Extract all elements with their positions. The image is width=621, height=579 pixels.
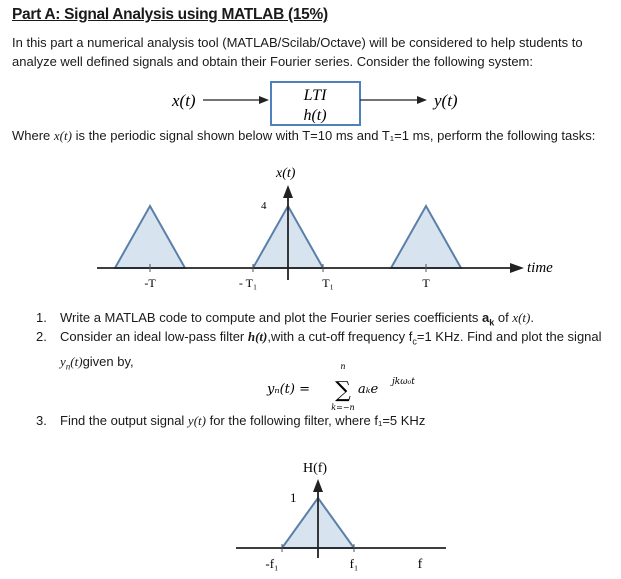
output-arrowhead [417,96,427,104]
tick-label-neg-T: -T [144,276,156,290]
freq-axis-label: f [417,557,423,572]
signal-plot [0,158,621,298]
task-2: 2. Consider an ideal low-pass filter h(t),with a cut-off frequency $f_c=1$ KHz. Find and plot the signal $y_n(t)given$ by, [36,329,602,372]
intro-paragraph: In this part a numerical analysis tool (MATLAB/Scilab/Octave) will be considered to help students to analyze well defined signals and obtain their Fourier series. Consider the following system: [12,35,583,69]
time-axis-label: time [527,260,553,276]
section-title: Part A: Signal Analysis using MATLAB (15%) [12,6,328,23]
filter-peak-label: 1 [290,490,297,505]
tick-label-T1: T₁ [322,276,334,290]
y-axis-arrowhead [283,185,293,198]
lti-label: LTI [303,87,327,104]
task-3: 3. Find the output signal y(t) for the following filter, where f₁=5 KHz [36,413,426,428]
fourier-equation [0,360,621,416]
equation-lhs: yₙ(t) = [267,382,311,397]
tick-label-T: T [422,276,430,290]
impulse-response-label: h(t) [303,107,327,124]
filter-y-arrowhead [313,479,323,492]
sum-lower-limit: k=−n [331,403,355,412]
system-diagram [0,80,621,128]
tick-label-neg-f1: -f₁ [265,556,279,571]
equation-term: aₖe [358,382,379,397]
triangle-right [391,206,461,268]
filter-plot [0,452,621,579]
filter-ylabel: H(f) [303,461,328,476]
signal-ylabel: x(t) [276,166,296,181]
system-output-label: y(t) [434,91,458,110]
summation-symbol: ∑ [335,378,351,403]
signal-description: Where x(t) is the periodic signal shown below with T=10 ms and T₁=1 ms, perform the following tasks: [12,128,596,143]
equation-exponent: jkω₀t [392,377,415,387]
peak-value-label: 4 [261,200,267,212]
tick-label-neg-T1: - T₁ [238,276,258,290]
sum-upper-limit: n [340,362,346,371]
tick-label-f1: f₁ [349,556,359,571]
triangle-left [115,206,185,268]
task-1: 1. Write a MATLAB code to compute and plot the Fourier series coefficients $a_k$ of x(t). [36,310,534,328]
x-axis-arrowhead [510,263,524,273]
system-input-label: x(t) [172,91,196,110]
input-arrowhead [259,96,269,104]
